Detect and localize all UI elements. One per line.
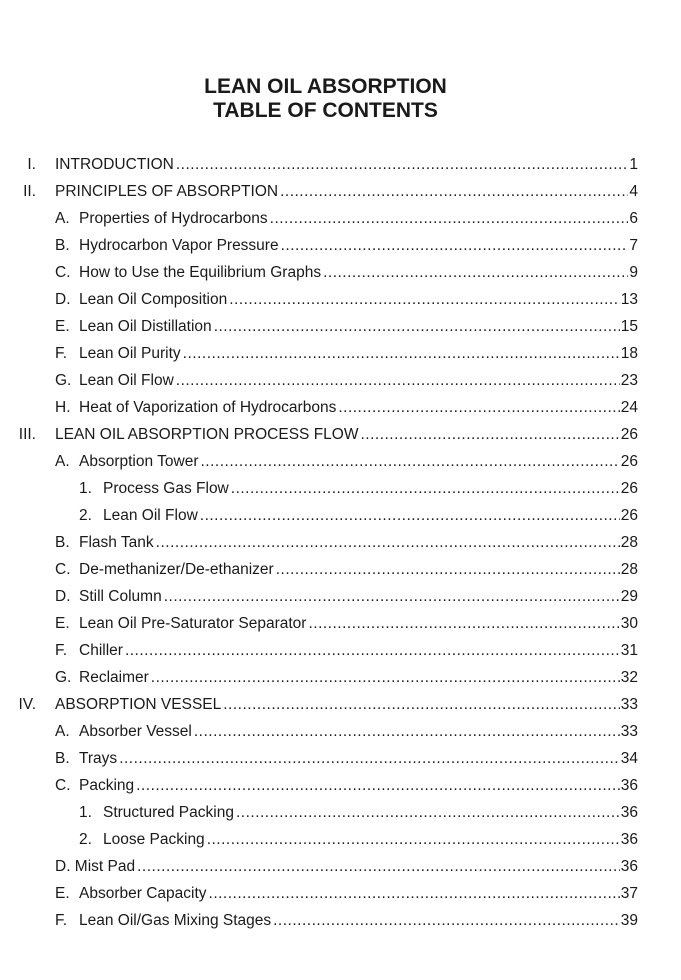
toc-entry-line: [79, 291, 638, 309]
toc-entry[interactable]: [0, 664, 681, 691]
toc-entry-line: [79, 372, 638, 390]
toc-entry-line: [79, 885, 638, 903]
dot-leader: [231, 480, 620, 498]
toc-entry-label: Structured Packing: [103, 803, 234, 821]
toc-entry[interactable]: [0, 448, 681, 475]
toc-entry[interactable]: [0, 799, 681, 826]
toc-entry-label: Lean Oil/Gas Mixing Stages: [79, 911, 272, 929]
dot-leader: [280, 183, 628, 201]
toc-entry[interactable]: [0, 610, 681, 637]
toc-entry-label: Hydrocarbon Vapor Pressure: [79, 236, 279, 254]
toc-entry-page: 15: [620, 317, 638, 335]
toc-entry-line: [79, 642, 638, 660]
dot-leader: [200, 507, 620, 525]
toc-entry-line: [79, 345, 638, 363]
toc-entry[interactable]: [0, 529, 681, 556]
toc-entry-line: [103, 831, 638, 849]
toc-entry-label: How to Use the Equilibrium Graphs: [79, 263, 322, 281]
toc-entry-page: 28: [620, 533, 638, 551]
toc-entry[interactable]: [0, 745, 681, 772]
toc-entry-label: De-methanizer/De-ethanizer: [79, 560, 274, 578]
toc-entry-number: C.: [55, 560, 71, 578]
toc-entry-label: Packing: [79, 776, 135, 794]
toc-entry-page: 34: [620, 749, 638, 767]
toc-entry[interactable]: [0, 772, 681, 799]
toc-entry[interactable]: [0, 583, 681, 610]
toc-entry[interactable]: [0, 475, 681, 502]
toc-entry-number: F.: [55, 344, 68, 362]
toc-entry-label: Process Gas Flow: [103, 479, 229, 497]
dot-leader: [207, 831, 620, 849]
toc-entry-line: [79, 453, 638, 471]
toc-entry[interactable]: [0, 205, 681, 232]
toc-entry-number: 2.: [79, 506, 92, 524]
dot-leader: [194, 723, 620, 741]
dot-leader: [119, 750, 620, 768]
toc-entry-page: 30: [620, 614, 638, 632]
toc-entry-page: 24: [620, 398, 638, 416]
dot-leader: [223, 696, 620, 714]
toc-entry-number: 2.: [79, 830, 92, 848]
dot-leader: [137, 858, 620, 876]
toc-entry[interactable]: [0, 232, 681, 259]
toc-entry[interactable]: [0, 502, 681, 529]
toc-entry-page: 28: [620, 560, 638, 578]
toc-entry-page: 18: [620, 344, 638, 362]
toc-entry-page: 37: [620, 884, 638, 902]
toc-entry-line: [79, 723, 638, 741]
toc-entry-number: F.: [55, 911, 68, 929]
toc-entry[interactable]: [0, 259, 681, 286]
toc-entry-number: B.: [55, 236, 70, 254]
toc-entry[interactable]: [0, 151, 681, 178]
toc-entry-number: 1.: [79, 479, 92, 497]
toc-entry-number: E.: [55, 614, 70, 632]
toc-entry[interactable]: [0, 394, 681, 421]
toc-entry-label: Reclaimer: [79, 668, 149, 686]
toc-entry-label: Loose Packing: [103, 830, 205, 848]
toc-entry-line: [79, 669, 638, 687]
toc-entry-number: A.: [55, 722, 70, 740]
dot-leader: [200, 453, 619, 471]
dot-leader: [156, 534, 620, 552]
toc-entry-label: LEAN OIL ABSORPTION PROCESS FLOW: [55, 425, 359, 443]
toc-entry[interactable]: [0, 286, 681, 313]
toc-entry-page: 36: [620, 830, 638, 848]
dot-leader: [151, 669, 620, 687]
dot-leader: [281, 237, 629, 255]
toc-entry-label: Flash Tank: [79, 533, 154, 551]
toc-entry-number: A.: [55, 452, 70, 470]
toc-entry-number: I.: [27, 155, 36, 173]
toc-entry-label: INTRODUCTION: [55, 155, 174, 173]
toc-entry-number: III.: [18, 425, 36, 443]
toc-entry[interactable]: [0, 853, 681, 880]
toc-entry-number: G.: [55, 371, 72, 389]
toc-entry-label: Still Column: [79, 587, 162, 605]
toc-entry-line: [79, 534, 638, 552]
toc-entry-label: Absorber Capacity: [79, 884, 207, 902]
toc-entry-page: 33: [620, 722, 638, 740]
toc-entry-line: [55, 858, 638, 876]
toc-entry-label: Lean Oil Purity: [79, 344, 181, 362]
toc-entry-line: [79, 777, 638, 795]
toc-entry-page: 29: [620, 587, 638, 605]
toc-entry[interactable]: [0, 178, 681, 205]
toc-entry-page: 7: [629, 236, 638, 254]
dot-leader: [209, 885, 620, 903]
toc-entry-label: Lean Oil Pre-Saturator Separator: [79, 614, 307, 632]
dot-leader: [183, 345, 620, 363]
toc-entry-number: G.: [55, 668, 72, 686]
toc-entry-number: D.: [55, 587, 71, 605]
toc-entry-line: [79, 237, 638, 255]
toc-entry-label: Absorber Vessel: [79, 722, 192, 740]
toc-entry-line: [55, 156, 638, 174]
toc-entry-number: II.: [23, 182, 36, 200]
toc-entry-line: [103, 480, 638, 498]
toc-entry-line: [79, 750, 638, 768]
toc-entry-line: [103, 507, 638, 525]
toc-entry-page: 26: [620, 479, 638, 497]
toc-entry-label: Trays: [79, 749, 118, 767]
toc-entry-line: [79, 561, 638, 579]
toc-entry-line: [79, 264, 638, 282]
toc-entry-line: [55, 183, 638, 201]
toc-entry-label: Absorption Tower: [79, 452, 199, 470]
toc-entry-line: [79, 210, 638, 228]
toc-entry-number: C.: [55, 776, 71, 794]
dot-leader: [176, 372, 620, 390]
toc-entry[interactable]: [0, 313, 681, 340]
toc-entry-page: 13: [620, 290, 638, 308]
toc-entry-page: 31: [620, 641, 638, 659]
toc-entry[interactable]: [0, 691, 681, 718]
toc-entry-page: 33: [620, 695, 638, 713]
toc-entry-line: [79, 615, 638, 633]
title-line-1: LEAN OIL ABSORPTION: [204, 75, 447, 98]
toc-entry-line: [103, 804, 638, 822]
toc-entry-label: ABSORPTION VESSEL: [55, 695, 222, 713]
toc-entry-label: Lean Oil Flow: [103, 506, 198, 524]
toc-entry[interactable]: [0, 718, 681, 745]
toc-entry-number: 1.: [79, 803, 92, 821]
toc-entry-page: 26: [620, 506, 638, 524]
page-title: [0, 75, 651, 123]
toc-entry-label: Lean Oil Composition: [79, 290, 228, 308]
dot-leader: [270, 210, 629, 228]
toc-entry-line: [79, 318, 638, 336]
toc-entry-number: A.: [55, 209, 70, 227]
toc-entry-line: [55, 696, 638, 714]
toc-entry[interactable]: [0, 421, 681, 448]
toc-entry-page: 4: [629, 182, 638, 200]
toc-entry-number: B.: [55, 749, 70, 767]
toc-entry-number: H.: [55, 398, 71, 416]
toc-entry-label: Lean Oil Flow: [79, 371, 174, 389]
toc-entry-page: 26: [620, 452, 638, 470]
toc-entry-page: 36: [620, 857, 638, 875]
dot-leader: [136, 777, 620, 795]
toc-entry[interactable]: [0, 880, 681, 907]
toc-entry[interactable]: [0, 907, 681, 934]
dot-leader: [273, 912, 620, 930]
dot-leader: [214, 318, 620, 336]
dot-leader: [236, 804, 620, 822]
toc-entry[interactable]: [0, 340, 681, 367]
toc-entry-number: F.: [55, 641, 68, 659]
dot-leader: [360, 426, 619, 444]
toc-entry-line: [79, 399, 638, 417]
toc-entry[interactable]: [0, 637, 681, 664]
toc-entry-number: B.: [55, 533, 70, 551]
toc-entry-label: PRINCIPLES OF ABSORPTION: [55, 182, 279, 200]
toc-entry-number: D.: [55, 290, 71, 308]
toc-entry-page: 26: [620, 425, 638, 443]
toc-entry-page: 1: [629, 155, 638, 173]
toc-entry[interactable]: [0, 556, 681, 583]
table-of-contents: [0, 151, 681, 934]
toc-entry-label: Chiller: [79, 641, 123, 659]
dot-leader: [229, 291, 620, 309]
dot-leader: [308, 615, 619, 633]
toc-entry-number: C.: [55, 263, 71, 281]
toc-entry-page: 39: [620, 911, 638, 929]
toc-entry-label: Heat of Vaporization of Hydrocarbons: [79, 398, 337, 416]
toc-entry[interactable]: [0, 367, 681, 394]
toc-entry-label: D. Mist Pad: [55, 857, 136, 875]
toc-entry[interactable]: [0, 826, 681, 853]
toc-entry-number: IV.: [18, 695, 36, 713]
dot-leader: [125, 642, 620, 660]
title-line-2: TABLE OF CONTENTS: [213, 99, 438, 122]
toc-entry-line: [79, 588, 638, 606]
toc-entry-page: 36: [620, 776, 638, 794]
dot-leader: [323, 264, 628, 282]
dot-leader: [164, 588, 620, 606]
dot-leader: [338, 399, 619, 417]
toc-entry-page: 36: [620, 803, 638, 821]
dot-leader: [276, 561, 620, 579]
toc-entry-label: Lean Oil Distillation: [79, 317, 212, 335]
toc-entry-page: 6: [629, 209, 638, 227]
toc-entry-page: 9: [629, 263, 638, 281]
toc-entry-line: [55, 426, 638, 444]
dot-leader: [176, 156, 629, 174]
toc-entry-page: 23: [620, 371, 638, 389]
toc-entry-number: E.: [55, 884, 70, 902]
toc-entry-number: E.: [55, 317, 70, 335]
toc-entry-page: 32: [620, 668, 638, 686]
toc-entry-line: [79, 912, 638, 930]
toc-entry-label: Properties of Hydrocarbons: [79, 209, 268, 227]
